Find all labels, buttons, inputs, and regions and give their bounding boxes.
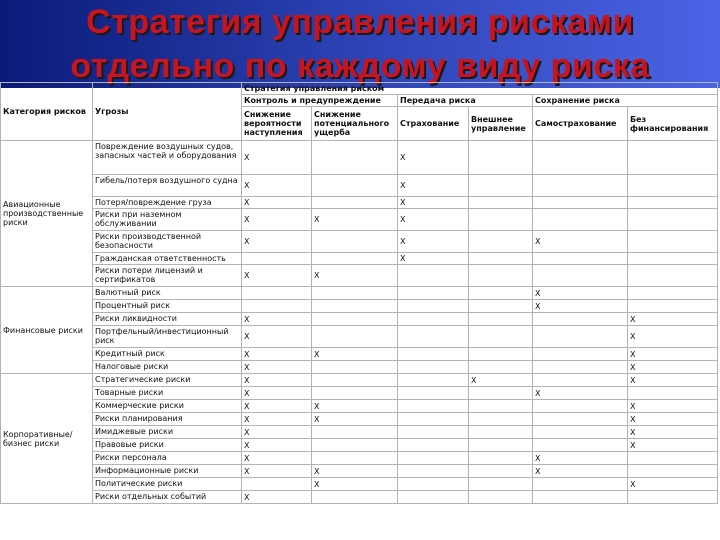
- strategy-mark-cell: [312, 253, 398, 265]
- category-cell: Корпоративные/ бизнес риски: [1, 374, 93, 504]
- strategy-mark-cell: [469, 231, 533, 253]
- strategy-mark-cell: [312, 452, 398, 465]
- strategy-mark-cell: [398, 287, 469, 300]
- strategy-mark-cell: [242, 478, 312, 491]
- threat-cell: Товарные риски: [93, 387, 242, 400]
- strategy-mark-cell: [533, 175, 628, 197]
- table-row: [1, 348, 718, 361]
- strategy-mark-cell: X: [312, 413, 398, 426]
- strategy-mark-cell: [469, 413, 533, 426]
- strategy-mark-cell: X: [533, 231, 628, 253]
- table-row: [1, 141, 718, 175]
- threat-cell: Риски производственной безопасности: [93, 231, 242, 253]
- strategy-mark-cell: [398, 478, 469, 491]
- strategy-mark-cell: [398, 400, 469, 413]
- threat-cell: Валютный риск: [93, 287, 242, 300]
- strategy-mark-cell: X: [242, 265, 312, 287]
- strategy-mark-cell: X: [242, 348, 312, 361]
- strategy-mark-cell: [469, 465, 533, 478]
- strategy-mark-cell: [469, 326, 533, 348]
- strategy-mark-cell: X: [242, 374, 312, 387]
- strategy-mark-cell: X: [398, 141, 469, 175]
- strategy-mark-cell: [628, 253, 718, 265]
- strategy-mark-cell: [469, 209, 533, 231]
- strategy-mark-cell: X: [628, 426, 718, 439]
- category-cell: Финансовые риски: [1, 287, 93, 374]
- strategy-mark-cell: [242, 287, 312, 300]
- strategy-mark-cell: X: [628, 439, 718, 452]
- table-row: [1, 361, 718, 374]
- strategy-mark-cell: [628, 452, 718, 465]
- strategy-mark-cell: [398, 265, 469, 287]
- strategy-mark-cell: [469, 313, 533, 326]
- strategy-mark-cell: X: [628, 400, 718, 413]
- header-sub-no-funding: Без финансирования: [628, 107, 718, 141]
- table-row: [1, 197, 718, 209]
- strategy-mark-cell: [398, 374, 469, 387]
- header-group-transfer: Передача риска: [398, 95, 533, 107]
- strategy-mark-cell: X: [242, 413, 312, 426]
- strategy-mark-cell: X: [242, 231, 312, 253]
- strategy-mark-cell: X: [469, 374, 533, 387]
- header-strategy: Стратегия управления риском: [242, 83, 718, 95]
- table-row: [1, 175, 718, 197]
- table-header: [1, 83, 718, 141]
- strategy-mark-cell: X: [533, 465, 628, 478]
- strategy-mark-cell: [469, 491, 533, 504]
- strategy-mark-cell: X: [312, 478, 398, 491]
- header-sub-external: Внешнее управление: [469, 107, 533, 141]
- strategy-mark-cell: [628, 300, 718, 313]
- strategy-mark-cell: X: [242, 313, 312, 326]
- strategy-mark-cell: [628, 387, 718, 400]
- strategy-mark-cell: [398, 326, 469, 348]
- strategy-mark-cell: [533, 413, 628, 426]
- strategy-mark-cell: [628, 175, 718, 197]
- table-row: [1, 439, 718, 452]
- strategy-mark-cell: [469, 265, 533, 287]
- strategy-mark-cell: [312, 313, 398, 326]
- strategy-mark-cell: [533, 374, 628, 387]
- risk-table-container: [0, 82, 720, 540]
- strategy-mark-cell: [312, 231, 398, 253]
- strategy-mark-cell: [312, 361, 398, 374]
- strategy-mark-cell: [312, 426, 398, 439]
- strategy-mark-cell: X: [242, 175, 312, 197]
- table-row: [1, 209, 718, 231]
- strategy-mark-cell: [469, 361, 533, 374]
- strategy-mark-cell: X: [398, 253, 469, 265]
- threat-cell: Риски потери лицензий и сертификатов: [93, 265, 242, 287]
- header-sub-self-insurance: Самострахование: [533, 107, 628, 141]
- strategy-mark-cell: [398, 300, 469, 313]
- strategy-mark-cell: [628, 197, 718, 209]
- threat-cell: Риски отдельных событий: [93, 491, 242, 504]
- threat-cell: Риски персонала: [93, 452, 242, 465]
- header-category: Категория рисков: [1, 83, 93, 141]
- strategy-mark-cell: X: [628, 348, 718, 361]
- strategy-mark-cell: [533, 313, 628, 326]
- strategy-mark-cell: X: [312, 265, 398, 287]
- strategy-mark-cell: [628, 209, 718, 231]
- strategy-mark-cell: [398, 439, 469, 452]
- header-sub-insurance: Страхование: [398, 107, 469, 141]
- header-sub-damage: Снижение потенциального ущерба: [312, 107, 398, 141]
- strategy-mark-cell: X: [398, 197, 469, 209]
- strategy-mark-cell: [312, 175, 398, 197]
- table-row: [1, 478, 718, 491]
- strategy-mark-cell: X: [398, 175, 469, 197]
- strategy-mark-cell: X: [242, 439, 312, 452]
- threat-cell: Кредитный риск: [93, 348, 242, 361]
- strategy-mark-cell: X: [628, 361, 718, 374]
- strategy-mark-cell: [312, 300, 398, 313]
- page-title: [0, 0, 720, 88]
- strategy-mark-cell: X: [242, 209, 312, 231]
- table-row: [1, 452, 718, 465]
- title-line-2: отдельно по каждому виду риска: [70, 47, 650, 85]
- strategy-mark-cell: [628, 265, 718, 287]
- table-row: [1, 253, 718, 265]
- strategy-mark-cell: [312, 141, 398, 175]
- table-row: [1, 300, 718, 313]
- strategy-mark-cell: [533, 400, 628, 413]
- strategy-mark-cell: [533, 209, 628, 231]
- threat-cell: Стратегические риски: [93, 374, 242, 387]
- strategy-mark-cell: [533, 439, 628, 452]
- strategy-mark-cell: [469, 387, 533, 400]
- table-row: [1, 326, 718, 348]
- strategy-mark-cell: [242, 300, 312, 313]
- strategy-mark-cell: [312, 197, 398, 209]
- threat-cell: Риски планирования: [93, 413, 242, 426]
- strategy-mark-cell: [469, 197, 533, 209]
- strategy-mark-cell: [398, 491, 469, 504]
- strategy-mark-cell: X: [312, 209, 398, 231]
- strategy-mark-cell: [312, 287, 398, 300]
- strategy-mark-cell: [628, 465, 718, 478]
- strategy-mark-cell: [628, 231, 718, 253]
- strategy-mark-cell: [398, 387, 469, 400]
- risk-strategy-table: [0, 82, 718, 504]
- strategy-mark-cell: [533, 426, 628, 439]
- strategy-mark-cell: X: [628, 478, 718, 491]
- table-row: [1, 231, 718, 253]
- strategy-mark-cell: X: [242, 491, 312, 504]
- header-group-control: Контроль и предупреждение: [242, 95, 398, 107]
- table-row: [1, 413, 718, 426]
- strategy-mark-cell: [242, 253, 312, 265]
- title-line-1: Стратегия управления рисками: [86, 3, 634, 41]
- table-row: [1, 400, 718, 413]
- threat-cell: Процентный риск: [93, 300, 242, 313]
- threat-cell: Риски ликвидности: [93, 313, 242, 326]
- strategy-mark-cell: [398, 452, 469, 465]
- strategy-mark-cell: X: [533, 452, 628, 465]
- header-threats: Угрозы: [93, 83, 242, 141]
- threat-cell: Имиджевые риски: [93, 426, 242, 439]
- strategy-mark-cell: [398, 361, 469, 374]
- strategy-mark-cell: [628, 491, 718, 504]
- strategy-mark-cell: X: [533, 287, 628, 300]
- strategy-mark-cell: X: [628, 374, 718, 387]
- strategy-mark-cell: X: [242, 452, 312, 465]
- strategy-mark-cell: X: [312, 348, 398, 361]
- strategy-mark-cell: X: [628, 326, 718, 348]
- table-row: [1, 465, 718, 478]
- strategy-mark-cell: [469, 175, 533, 197]
- strategy-mark-cell: [469, 300, 533, 313]
- header-sub-probability: Снижение вероятности наступления: [242, 107, 312, 141]
- table-row: [1, 491, 718, 504]
- strategy-mark-cell: X: [242, 141, 312, 175]
- strategy-mark-cell: [469, 478, 533, 491]
- header-group-retention: Сохранение риска: [533, 95, 718, 107]
- threat-cell: Повреждение воздушных судов, запасных частей и оборудования: [93, 141, 242, 175]
- strategy-mark-cell: [533, 141, 628, 175]
- strategy-mark-cell: X: [533, 300, 628, 313]
- strategy-mark-cell: X: [242, 400, 312, 413]
- threat-cell: Риски при наземном обслуживании: [93, 209, 242, 231]
- table-body: [1, 141, 718, 504]
- threat-cell: Портфельный/инвестиционный риск: [93, 326, 242, 348]
- strategy-mark-cell: [533, 348, 628, 361]
- strategy-mark-cell: X: [242, 426, 312, 439]
- strategy-mark-cell: [398, 465, 469, 478]
- threat-cell: Информационные риски: [93, 465, 242, 478]
- strategy-mark-cell: X: [398, 231, 469, 253]
- table-row: [1, 426, 718, 439]
- strategy-mark-cell: X: [242, 197, 312, 209]
- strategy-mark-cell: [312, 387, 398, 400]
- strategy-mark-cell: X: [242, 465, 312, 478]
- strategy-mark-cell: [469, 348, 533, 361]
- strategy-mark-cell: X: [242, 387, 312, 400]
- threat-cell: Налоговые риски: [93, 361, 242, 374]
- strategy-mark-cell: [312, 374, 398, 387]
- strategy-mark-cell: X: [312, 400, 398, 413]
- strategy-mark-cell: [312, 491, 398, 504]
- threat-cell: Гибель/потеря воздушного судна: [93, 175, 242, 197]
- strategy-mark-cell: [398, 313, 469, 326]
- strategy-mark-cell: X: [628, 413, 718, 426]
- strategy-mark-cell: [398, 413, 469, 426]
- strategy-mark-cell: [533, 478, 628, 491]
- threat-cell: Политические риски: [93, 478, 242, 491]
- strategy-mark-cell: X: [312, 465, 398, 478]
- strategy-mark-cell: [533, 491, 628, 504]
- threat-cell: Гражданская ответственность: [93, 253, 242, 265]
- threat-cell: Правовые риски: [93, 439, 242, 452]
- table-row: [1, 287, 718, 300]
- strategy-mark-cell: [312, 439, 398, 452]
- strategy-mark-cell: [628, 287, 718, 300]
- strategy-mark-cell: [533, 361, 628, 374]
- strategy-mark-cell: X: [533, 387, 628, 400]
- strategy-mark-cell: [533, 265, 628, 287]
- table-row: [1, 265, 718, 287]
- category-cell: Авиационные производственные риски: [1, 141, 93, 287]
- table-row: [1, 374, 718, 387]
- threat-cell: Коммерческие риски: [93, 400, 242, 413]
- strategy-mark-cell: [469, 452, 533, 465]
- strategy-mark-cell: [469, 253, 533, 265]
- strategy-mark-cell: [469, 400, 533, 413]
- strategy-mark-cell: X: [398, 209, 469, 231]
- strategy-mark-cell: [398, 426, 469, 439]
- strategy-mark-cell: [469, 439, 533, 452]
- strategy-mark-cell: X: [628, 313, 718, 326]
- threat-cell: Потеря/повреждение груза: [93, 197, 242, 209]
- strategy-mark-cell: [533, 197, 628, 209]
- strategy-mark-cell: [312, 326, 398, 348]
- strategy-mark-cell: [398, 348, 469, 361]
- strategy-mark-cell: [533, 253, 628, 265]
- strategy-mark-cell: [469, 426, 533, 439]
- strategy-mark-cell: [533, 326, 628, 348]
- strategy-mark-cell: X: [242, 326, 312, 348]
- strategy-mark-cell: [469, 141, 533, 175]
- strategy-mark-cell: [469, 287, 533, 300]
- strategy-mark-cell: X: [242, 361, 312, 374]
- table-row: [1, 387, 718, 400]
- table-row: [1, 313, 718, 326]
- strategy-mark-cell: [628, 141, 718, 175]
